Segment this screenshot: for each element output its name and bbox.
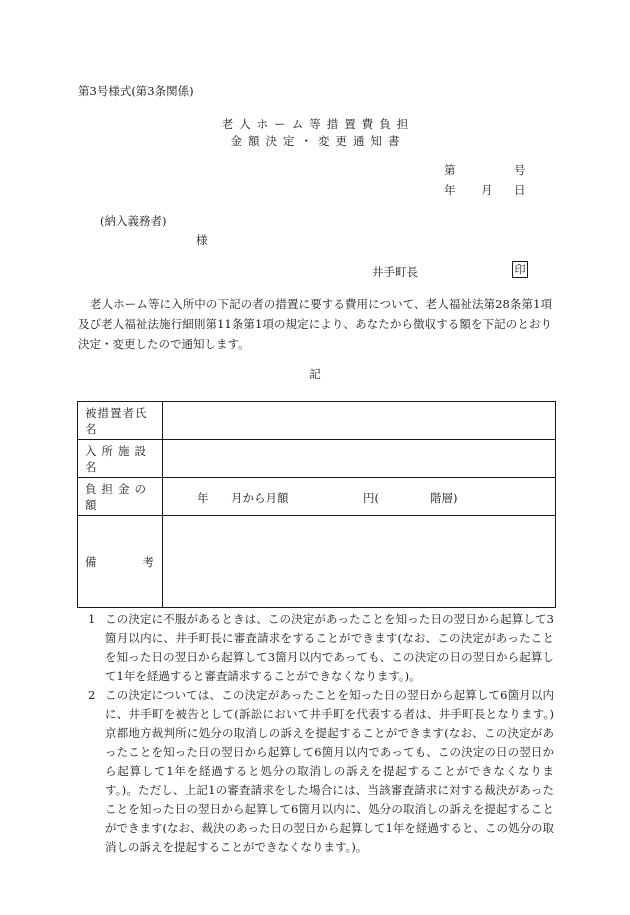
remarks-value-cell — [163, 516, 556, 608]
form-number: 第3号様式(第3条関係) — [78, 84, 194, 98]
document-title-line1: 老人ホーム等措置費負担 — [221, 117, 415, 131]
recipient-honorific: 様 — [196, 233, 208, 247]
recipient-label: (納入義務者) — [100, 214, 167, 228]
seal-mark: 印 — [512, 261, 528, 278]
document-title-line2: 金額決定・変更通知書 — [230, 134, 406, 148]
label-facility: 入所施設名 — [85, 443, 151, 474]
date-month-label: 月 — [481, 183, 493, 197]
notes-section — [88, 610, 554, 857]
table-row — [78, 478, 556, 516]
remarks-char-1: 備 — [85, 554, 97, 569]
remarks-char-2: 考 — [142, 554, 154, 569]
document-number-label: 第 — [444, 163, 456, 177]
date-day-label: 日 — [514, 183, 526, 197]
note-text: この決定については、この決定があったことを知った日の翌日から起算して6箇月以内に、井手町を被告として(訴訟において井手町を代表する者は、井手町長となります。)京都地方裁判所に処分の取消しの訴えを提起することができます(なお、この決定があったことを知った日の翌日から起算して6箇月以内であっても、この決定の日の翌日から起算して1年を経過すると処分の取消しの訴えを提起することができなくなります。)。ただし、上記1の審査請求をした場合には、当該審査請求に対する裁決があったことを知った日の翌日から起算して6箇月以内に、処分の取消しの訴えを提起することができます(なお、裁決のあった日の翌日から起算して1年を経過すると、この処分の取消しの訴えを提起することができなくなります。)。 — [105, 688, 554, 854]
issuer-name: 井手町長 — [372, 265, 418, 279]
amount-line — [163, 490, 555, 504]
table-label-cell — [78, 516, 163, 608]
details-table — [77, 401, 556, 608]
amount-value-cell — [163, 478, 556, 516]
amount-yen-text: 円( — [363, 490, 379, 505]
label-name: 被措置者氏名 — [85, 405, 148, 436]
note-number: 1 — [88, 612, 96, 626]
label-amount: 負担金の額 — [85, 481, 151, 512]
table-row — [78, 440, 556, 478]
amount-month-text: 月から月額 — [231, 490, 289, 505]
note-number: 2 — [88, 688, 96, 702]
table-label-cell — [78, 402, 163, 440]
label-remarks — [85, 554, 162, 570]
date-year-label: 年 — [444, 183, 456, 197]
note-item-1 — [88, 610, 554, 686]
document-number-suffix: 号 — [514, 163, 526, 177]
amount-tier-text: 階層) — [430, 490, 458, 505]
facility-value-cell — [163, 440, 556, 478]
amount-year: 年 — [197, 490, 209, 505]
table-row — [78, 402, 556, 440]
ki-heading: 記 — [309, 367, 321, 381]
note-text: この決定に不服があるときは、この決定があったことを知った日の翌日から起算して3箇月以内に、井手町長に審査請求をすることができます(なお、この決定があったことを知った日の翌日から起算して3箇月以内であっても、この決定の日の翌日から起算して1年を経過すると審査請求することができなくなります。)。 — [105, 612, 554, 683]
table-label-cell — [78, 440, 163, 478]
table-label-cell — [78, 478, 163, 516]
notice-body: 老人ホーム等に入所中の下記の者の措置に要する費用について、老人福祉法第28条第1項及び老人福祉法施行細則第11条第1項の規定により、あなたから徴収する額を下記のとおり決定・変更したので通知します。 — [78, 297, 552, 351]
name-value-cell — [163, 402, 556, 440]
table-row — [78, 516, 556, 608]
note-item-2 — [88, 686, 554, 857]
